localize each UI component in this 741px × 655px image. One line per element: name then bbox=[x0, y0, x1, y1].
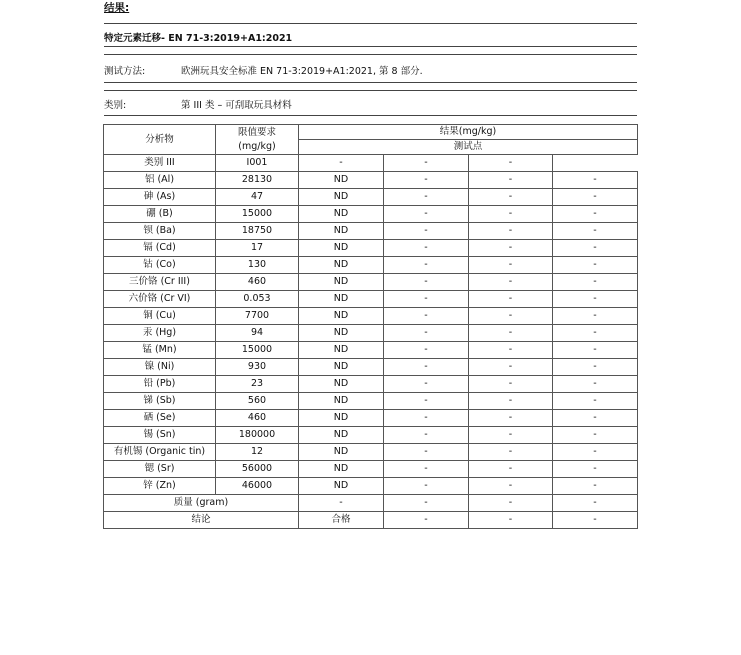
analyte-cell: 三价铬 (Cr III) bbox=[104, 274, 216, 291]
table-row bbox=[104, 461, 638, 478]
result-cell: - bbox=[469, 478, 553, 495]
limit-cell: 7700 bbox=[216, 308, 299, 325]
table-row bbox=[104, 359, 638, 376]
result-cell: - bbox=[553, 359, 638, 376]
test-point-label: - bbox=[469, 155, 553, 172]
result-cell: ND bbox=[299, 189, 384, 206]
analyte-cell: 镉 (Cd) bbox=[104, 240, 216, 257]
result-cell: - bbox=[384, 376, 469, 393]
limit-cell: 28130 bbox=[216, 172, 299, 189]
result-cell: ND bbox=[299, 240, 384, 257]
result-cell: - bbox=[553, 342, 638, 359]
result-cell: ND bbox=[299, 478, 384, 495]
result-cell: - bbox=[469, 189, 553, 206]
result-cell: 合格 bbox=[299, 512, 384, 529]
mass-row bbox=[104, 495, 638, 512]
table-row bbox=[104, 342, 638, 359]
limit-cell: 23 bbox=[216, 376, 299, 393]
table-row bbox=[104, 444, 638, 461]
table-header-row bbox=[104, 155, 638, 172]
result-cell: - bbox=[384, 461, 469, 478]
analyte-cell: 硼 (B) bbox=[104, 206, 216, 223]
result-cell: - bbox=[469, 427, 553, 444]
result-cell: - bbox=[553, 274, 638, 291]
analyte-cell: 钴 (Co) bbox=[104, 257, 216, 274]
divider bbox=[104, 82, 637, 83]
analyte-cell: 锰 (Mn) bbox=[104, 342, 216, 359]
result-cell: ND bbox=[299, 206, 384, 223]
result-cell: ND bbox=[299, 461, 384, 478]
result-cell: - bbox=[553, 325, 638, 342]
conclusion-row bbox=[104, 512, 638, 529]
limit-cell: 12 bbox=[216, 444, 299, 461]
analyte-header: 分析物 bbox=[104, 125, 216, 155]
results-table-body bbox=[104, 125, 638, 529]
table-row bbox=[104, 172, 638, 189]
table-row bbox=[104, 410, 638, 427]
table-row bbox=[104, 206, 638, 223]
result-cell: - bbox=[469, 240, 553, 257]
analyte-cell: 铅 (Pb) bbox=[104, 376, 216, 393]
result-cell: ND bbox=[299, 257, 384, 274]
result-cell: ND bbox=[299, 342, 384, 359]
divider bbox=[104, 46, 637, 47]
results-table bbox=[103, 124, 638, 529]
result-cell: ND bbox=[299, 427, 384, 444]
result-cell: - bbox=[384, 291, 469, 308]
test-method-label: 测试方法: bbox=[104, 66, 146, 77]
table-row bbox=[104, 274, 638, 291]
limit-cell: 560 bbox=[216, 393, 299, 410]
result-cell: - bbox=[384, 274, 469, 291]
result-cell: - bbox=[469, 291, 553, 308]
limit-cell: 930 bbox=[216, 359, 299, 376]
divider bbox=[104, 54, 637, 55]
result-cell: - bbox=[553, 223, 638, 240]
limit-cell: 460 bbox=[216, 274, 299, 291]
result-cell: - bbox=[553, 512, 638, 529]
test-point-header: 测试点 bbox=[299, 140, 638, 155]
table-row bbox=[104, 427, 638, 444]
result-cell: - bbox=[553, 444, 638, 461]
result-cell: - bbox=[384, 172, 469, 189]
analyte-cell: 砷 (As) bbox=[104, 189, 216, 206]
test-point-label: I001 bbox=[216, 155, 299, 172]
table-row bbox=[104, 257, 638, 274]
test-title: 特定元素迁移- EN 71-3:2019+A1:2021 bbox=[104, 33, 293, 44]
limit-cell: 56000 bbox=[216, 461, 299, 478]
result-cell: ND bbox=[299, 274, 384, 291]
result-cell: - bbox=[553, 206, 638, 223]
results-heading: 结果: bbox=[104, 2, 130, 14]
result-cell: - bbox=[384, 512, 469, 529]
analyte-cell: 铝 (Al) bbox=[104, 172, 216, 189]
limit-cell: 460 bbox=[216, 410, 299, 427]
divider bbox=[104, 90, 637, 91]
result-cell: - bbox=[553, 308, 638, 325]
result-cell: - bbox=[469, 495, 553, 512]
result-cell: - bbox=[384, 427, 469, 444]
table-row bbox=[104, 223, 638, 240]
result-cell: - bbox=[553, 376, 638, 393]
analyte-cell: 钡 (Ba) bbox=[104, 223, 216, 240]
result-cell: - bbox=[469, 257, 553, 274]
result-cell: - bbox=[469, 223, 553, 240]
result-cell: ND bbox=[299, 325, 384, 342]
analyte-cell: 硒 (Se) bbox=[104, 410, 216, 427]
table-row bbox=[104, 308, 638, 325]
divider bbox=[104, 115, 637, 116]
result-cell: - bbox=[553, 495, 638, 512]
result-cell: - bbox=[469, 410, 553, 427]
limit-cell: 94 bbox=[216, 325, 299, 342]
result-cell: - bbox=[469, 206, 553, 223]
result-cell: - bbox=[469, 308, 553, 325]
result-cell: - bbox=[469, 342, 553, 359]
limit-cell: 0.053 bbox=[216, 291, 299, 308]
result-cell: - bbox=[384, 478, 469, 495]
result-cell: - bbox=[469, 461, 553, 478]
result-cell: - bbox=[469, 172, 553, 189]
result-cell: - bbox=[469, 393, 553, 410]
result-cell: - bbox=[469, 444, 553, 461]
result-cell: - bbox=[384, 240, 469, 257]
result-cell: ND bbox=[299, 291, 384, 308]
result-cell: - bbox=[469, 274, 553, 291]
result-cell: - bbox=[384, 206, 469, 223]
result-cell: ND bbox=[299, 376, 384, 393]
result-cell: - bbox=[553, 240, 638, 257]
test-point-label: - bbox=[384, 155, 469, 172]
test-point-label: - bbox=[299, 155, 384, 172]
result-cell: ND bbox=[299, 444, 384, 461]
limit-cell: 46000 bbox=[216, 478, 299, 495]
result-cell: ND bbox=[299, 393, 384, 410]
result-cell: - bbox=[469, 359, 553, 376]
result-cell: - bbox=[384, 189, 469, 206]
limit-cell: 47 bbox=[216, 189, 299, 206]
result-cell: - bbox=[384, 342, 469, 359]
result-cell: - bbox=[553, 172, 638, 189]
result-cell: - bbox=[384, 325, 469, 342]
limit-cell: 17 bbox=[216, 240, 299, 257]
result-cell: - bbox=[384, 495, 469, 512]
analyte-cell: 有机锡 (Organic tin) bbox=[104, 444, 216, 461]
table-row bbox=[104, 189, 638, 206]
analyte-cell: 锌 (Zn) bbox=[104, 478, 216, 495]
analyte-cell: 铜 (Cu) bbox=[104, 308, 216, 325]
result-cell: - bbox=[384, 444, 469, 461]
result-cell: - bbox=[553, 257, 638, 274]
limit-cell: 18750 bbox=[216, 223, 299, 240]
category-label: 类别: bbox=[104, 100, 127, 111]
limit-cell: 180000 bbox=[216, 427, 299, 444]
analyte-cell: 锡 (Sn) bbox=[104, 427, 216, 444]
table-row bbox=[104, 393, 638, 410]
result-cell: - bbox=[553, 393, 638, 410]
category-value: 第 III 类 – 可刮取玩具材料 bbox=[181, 100, 292, 111]
result-cell: - bbox=[299, 495, 384, 512]
result-cell: ND bbox=[299, 308, 384, 325]
result-cell: - bbox=[553, 478, 638, 495]
result-cell: ND bbox=[299, 359, 384, 376]
result-cell: - bbox=[384, 223, 469, 240]
result-cell: - bbox=[469, 512, 553, 529]
result-cell: - bbox=[553, 461, 638, 478]
limit-header-line2: (mg/kg) bbox=[238, 140, 276, 152]
analyte-cell: 锶 (Sr) bbox=[104, 461, 216, 478]
limit-header bbox=[216, 125, 299, 155]
table-row bbox=[104, 240, 638, 257]
result-cell: - bbox=[384, 410, 469, 427]
limit-category: 类别 III bbox=[104, 155, 216, 172]
result-cell: - bbox=[553, 189, 638, 206]
limit-header-line1: 限值要求 bbox=[237, 126, 276, 138]
result-cell: ND bbox=[299, 223, 384, 240]
limit-cell: 130 bbox=[216, 257, 299, 274]
analyte-cell: 六价铬 (Cr VI) bbox=[104, 291, 216, 308]
result-cell: - bbox=[553, 291, 638, 308]
analyte-cell: 锑 (Sb) bbox=[104, 393, 216, 410]
result-cell: - bbox=[469, 376, 553, 393]
conclusion-label: 结论 bbox=[104, 512, 299, 529]
table-row bbox=[104, 376, 638, 393]
table-header-row bbox=[104, 125, 638, 140]
result-header: 结果(mg/kg) bbox=[299, 125, 638, 140]
table-row bbox=[104, 291, 638, 308]
result-cell: - bbox=[384, 257, 469, 274]
analyte-cell: 汞 (Hg) bbox=[104, 325, 216, 342]
result-cell: - bbox=[384, 359, 469, 376]
result-cell: - bbox=[553, 410, 638, 427]
mass-label: 质量 (gram) bbox=[104, 495, 299, 512]
divider bbox=[104, 23, 637, 24]
table-row bbox=[104, 478, 638, 495]
result-cell: ND bbox=[299, 172, 384, 189]
result-cell: - bbox=[384, 308, 469, 325]
limit-cell: 15000 bbox=[216, 206, 299, 223]
analyte-cell: 镍 (Ni) bbox=[104, 359, 216, 376]
result-cell: - bbox=[553, 427, 638, 444]
table-row bbox=[104, 325, 638, 342]
result-cell: - bbox=[469, 325, 553, 342]
result-cell: - bbox=[384, 393, 469, 410]
test-method-value: 欧洲玩具安全标准 EN 71-3:2019+A1:2021, 第 8 部分. bbox=[181, 66, 423, 77]
result-cell: ND bbox=[299, 410, 384, 427]
limit-cell: 15000 bbox=[216, 342, 299, 359]
